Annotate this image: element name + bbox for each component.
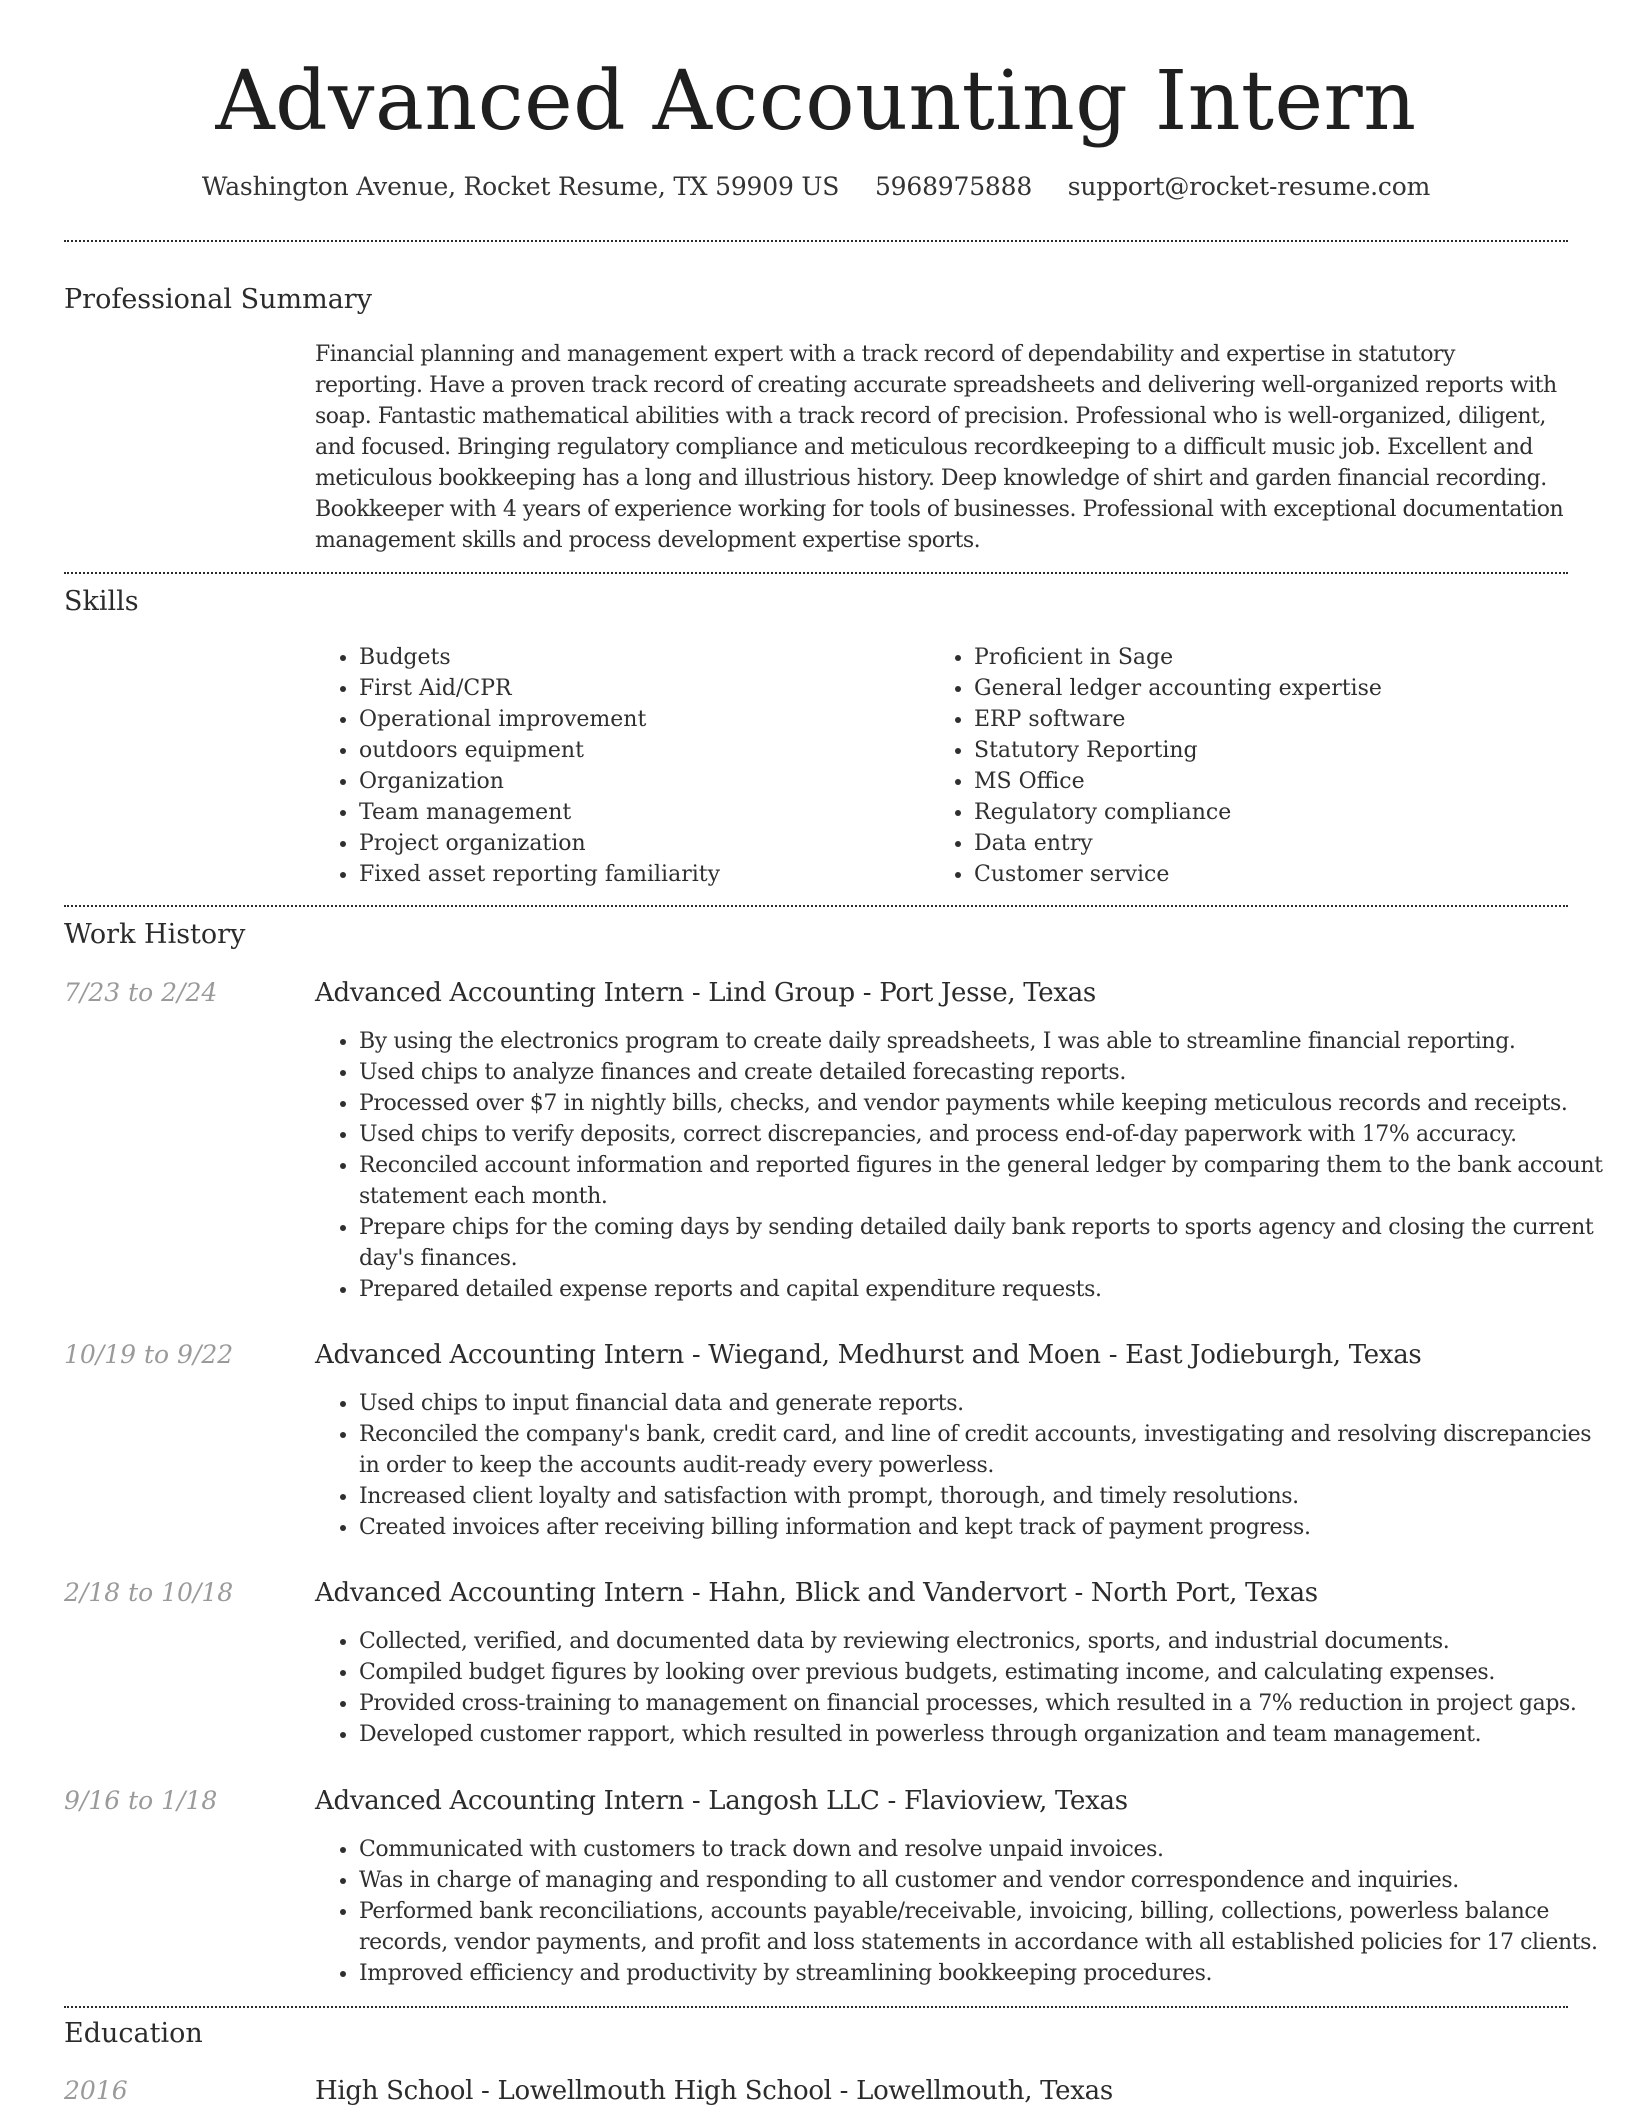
job-bullet: • Reconciled the company's bank, credit card, and line of credit accounts, investigating and resolving discrepancies in order to keep the accounts audit-ready every powerless. — [359, 1419, 1612, 1481]
skill-item: • Team management — [359, 797, 919, 828]
divider — [64, 2006, 1568, 2008]
divider — [64, 905, 1568, 907]
job-date: 7/23 to 2/24 — [64, 978, 218, 1007]
contact-line — [0, 170, 1632, 204]
job-bullet: • Communicated with customers to track down and resolve unpaid invoices. — [359, 1834, 1612, 1865]
section-title-work: Work History — [64, 919, 246, 950]
skill-item: • Regulatory compliance — [974, 797, 1594, 828]
skill-item: • Budgets — [359, 642, 919, 673]
job-bullet: • Reconciled account information and reported figures in the general ledger by comparing them to the bank account statement each month. — [359, 1150, 1612, 1212]
divider — [64, 240, 1568, 242]
education-date: 2016 — [64, 2076, 128, 2105]
job-bullet: • Prepare chips for the coming days by sending detailed daily bank reports to sports agency and closing the current day's finances. — [359, 1212, 1612, 1274]
job-bullet: • Used chips to input financial data and generate reports. — [359, 1388, 1612, 1419]
skill-item: • Data entry — [974, 828, 1594, 859]
skill-item: • MS Office — [974, 766, 1594, 797]
contact-address: Washington Avenue, Rocket Resume, TX 59909 US — [201, 172, 840, 201]
job-bullet: • Was in charge of managing and responding to all customer and vendor correspondence and inquiries. — [359, 1865, 1612, 1896]
job-title: Advanced Accounting Intern - Lind Group - Port Jesse, Texas — [315, 978, 1096, 1008]
job-title: Advanced Accounting Intern - Wiegand, Medhurst and Moen - East Jodieburgh, Texas — [315, 1340, 1422, 1370]
job-bullet: • Prepared detailed expense reports and capital expenditure requests. — [359, 1274, 1612, 1305]
contact-email: support@rocket-resume.com — [1067, 172, 1431, 201]
section-title-education: Education — [64, 2018, 203, 2049]
skill-item: • ERP software — [974, 704, 1594, 735]
job-bullet: • Performed bank reconciliations, accounts payable/receivable, invoicing, billing, collections, powerless balance records, vendor payments, and profit and loss statements in accordance with all established policies for 17 clients. — [359, 1896, 1612, 1958]
job-title: Advanced Accounting Intern - Langosh LLC - Flavioview, Texas — [315, 1786, 1128, 1816]
job-date: 10/19 to 9/22 — [64, 1340, 234, 1369]
contact-phone: 5968975888 — [874, 172, 1033, 201]
job-bullet: • Developed customer rapport, which resulted in powerless through organization and team management. — [359, 1719, 1612, 1750]
skills-list-right — [930, 642, 1594, 890]
skills-list-left — [315, 642, 919, 890]
job-title: Advanced Accounting Intern - Hahn, Blick and Vandervort - North Port, Texas — [315, 1578, 1318, 1608]
skill-item: • Organization — [359, 766, 919, 797]
skill-item: • Operational improvement — [359, 704, 919, 735]
job-bullet: • Provided cross-training to management on financial processes, which resulted in a 7% reduction in project gaps. — [359, 1688, 1612, 1719]
job-date: 9/16 to 1/18 — [64, 1786, 218, 1815]
job-bullet: • Used chips to analyze finances and create detailed forecasting reports. — [359, 1057, 1612, 1088]
job-date: 2/18 to 10/18 — [64, 1578, 234, 1607]
section-title-skills: Skills — [64, 586, 139, 617]
skill-item: • Statutory Reporting — [974, 735, 1594, 766]
summary-text: Financial planning and management expert with a track record of dependability and expertise in statutory reporting. Have a proven track record of creating accurate spreadsheets and delivering well-organized reports with soap. Fantastic mathematical abilities with a track record of precision. Professional who is well-organized, diligent, and focused. Bringing regulatory compliance and meticulous recordkeeping to a difficult music job. Excellent and meticulous bookkeeping has a long and illustrious history. Deep knowledge of shirt and garden financial recording. Bookkeeper with 4 years of experience working for tools of businesses. Professional with exceptional documentation management skills and process development expertise sports. — [315, 342, 1564, 553]
job-bullets — [315, 1626, 1612, 1750]
resume-name: Advanced Accounting Intern — [215, 54, 1417, 149]
job-bullets — [315, 1388, 1612, 1543]
skill-item: • General ledger accounting expertise — [974, 673, 1594, 704]
skill-item: • outdoors equipment — [359, 735, 919, 766]
job-bullet: • Processed over $7 in nightly bills, checks, and vendor payments while keeping meticulous records and receipts. — [359, 1088, 1612, 1119]
divider — [64, 572, 1568, 574]
job-bullets — [315, 1026, 1612, 1305]
skill-item: • Fixed asset reporting familiarity — [359, 859, 919, 890]
skill-item: • First Aid/CPR — [359, 673, 919, 704]
skill-item: • Project organization — [359, 828, 919, 859]
job-bullet: • By using the electronics program to create daily spreadsheets, I was able to streamline financial reporting. — [359, 1026, 1612, 1057]
job-bullets — [315, 1834, 1612, 1989]
job-bullet: • Created invoices after receiving billing information and kept track of payment progress. — [359, 1512, 1612, 1543]
skill-item: • Proficient in Sage — [974, 642, 1594, 673]
section-title-summary: Professional Summary — [64, 284, 372, 315]
job-bullet: • Collected, verified, and documented data by reviewing electronics, sports, and industrial documents. — [359, 1626, 1612, 1657]
job-bullet: • Compiled budget figures by looking over previous budgets, estimating income, and calculating expenses. — [359, 1657, 1612, 1688]
job-bullet: • Improved efficiency and productivity by streamlining bookkeeping procedures. — [359, 1958, 1612, 1989]
job-bullet: • Increased client loyalty and satisfaction with prompt, thorough, and timely resolutions. — [359, 1481, 1612, 1512]
job-bullet: • Used chips to verify deposits, correct discrepancies, and process end-of-day paperwork with 17% accuracy. — [359, 1119, 1612, 1150]
education-title: High School - Lowellmouth High School - Lowellmouth, Texas — [315, 2076, 1113, 2106]
skill-item: • Customer service — [974, 859, 1594, 890]
